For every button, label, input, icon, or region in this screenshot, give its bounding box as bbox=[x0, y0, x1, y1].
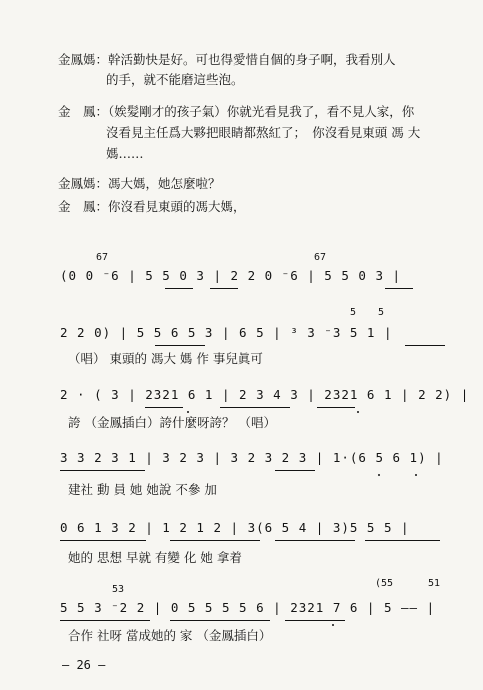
notes: 3 3 2 3 1 | 3 2 3 | 3 2 3 2 3 | 1·(6 5 6 1) | bbox=[60, 450, 444, 465]
dialogue-line bbox=[58, 146, 144, 162]
speaker: 金鳳媽： bbox=[58, 176, 109, 191]
notes: 2 2 0) | 5 5 6 5 3 | 6 5 | ³ 3 ⁻3 5 1 | bbox=[60, 325, 393, 340]
speech: 馮大媽，她怎麼啦？ bbox=[108, 176, 221, 191]
dialogue-line bbox=[58, 72, 244, 88]
lyrics: 建社 動 員 她 她說 不參 加 bbox=[68, 482, 217, 497]
score-system-4 bbox=[60, 450, 450, 500]
notes: 0 6 1 3 2 | 1 2 1 2 | 3(6 5 4 | 3)5 5 5 | bbox=[60, 520, 410, 535]
dialogue-line bbox=[58, 52, 396, 68]
score-system-2 bbox=[60, 307, 450, 375]
notes: 2 · ( 3 | 2321 6 1 | 2 3 4 3 | 2321 6 1 | 2 2) | bbox=[60, 387, 470, 402]
score-system-5 bbox=[60, 520, 450, 570]
lyrics: 她的 思想 早就 有變 化 她 拿着 bbox=[68, 550, 242, 565]
lyrics: 誇 （金鳳插白）誇什麼呀誇？ （唱） bbox=[68, 415, 276, 430]
page-number: — 26 — bbox=[62, 658, 106, 672]
superscript: 67 bbox=[96, 252, 109, 263]
score-system-6 bbox=[60, 578, 450, 650]
speech: 你沒看見東頭的馮大媽， bbox=[108, 199, 246, 214]
speaker: 金 鳳： bbox=[58, 104, 109, 119]
dialogue-line bbox=[58, 176, 221, 192]
speech: 幹活勤快是好。可也得愛惜自個的身子啊，我看別人 bbox=[108, 52, 396, 67]
score-system-1 bbox=[60, 252, 450, 298]
superscript: 53 bbox=[112, 584, 125, 595]
speaker: 金 鳳： bbox=[58, 199, 109, 214]
speaker: 金鳳媽： bbox=[58, 52, 109, 67]
dialogue-line bbox=[58, 199, 246, 215]
superscript: 51 bbox=[428, 578, 441, 589]
superscript: 5 bbox=[350, 307, 357, 318]
lyrics: 合作 社呀 當成她的 家 （金鳳插白） bbox=[68, 628, 272, 643]
lyrics: （唱） 東頭的 馮大 媽 作 事兒眞可 bbox=[68, 351, 263, 366]
notes: 5 5 3 ⁻2 2 | 0 5 5 5 5 6 | 2321 7 6 | 5 —— | bbox=[60, 600, 436, 615]
superscript: 67 bbox=[314, 252, 327, 263]
notes: (0 0 ⁻6 | 5 5 0 3 | 2 2 0 ⁻6 | 5 5 0 3 | bbox=[60, 268, 402, 283]
speech: 沒看見主任爲大夥把眼睛都熬紅了； 你沒看見東頭 馮 大 bbox=[106, 125, 421, 140]
speech: 媽…… bbox=[106, 146, 144, 161]
dialogue-line bbox=[58, 125, 420, 141]
dialogue-line bbox=[58, 104, 414, 120]
speech: 的手，就不能磨這些泡。 bbox=[106, 72, 244, 87]
speech: （娭髪剛才的孩子氣）你就光看見我了，看不見人家，你 bbox=[108, 104, 415, 119]
superscript: (55 bbox=[375, 578, 394, 589]
superscript: 5 bbox=[378, 307, 385, 318]
score-system-3 bbox=[60, 387, 470, 437]
